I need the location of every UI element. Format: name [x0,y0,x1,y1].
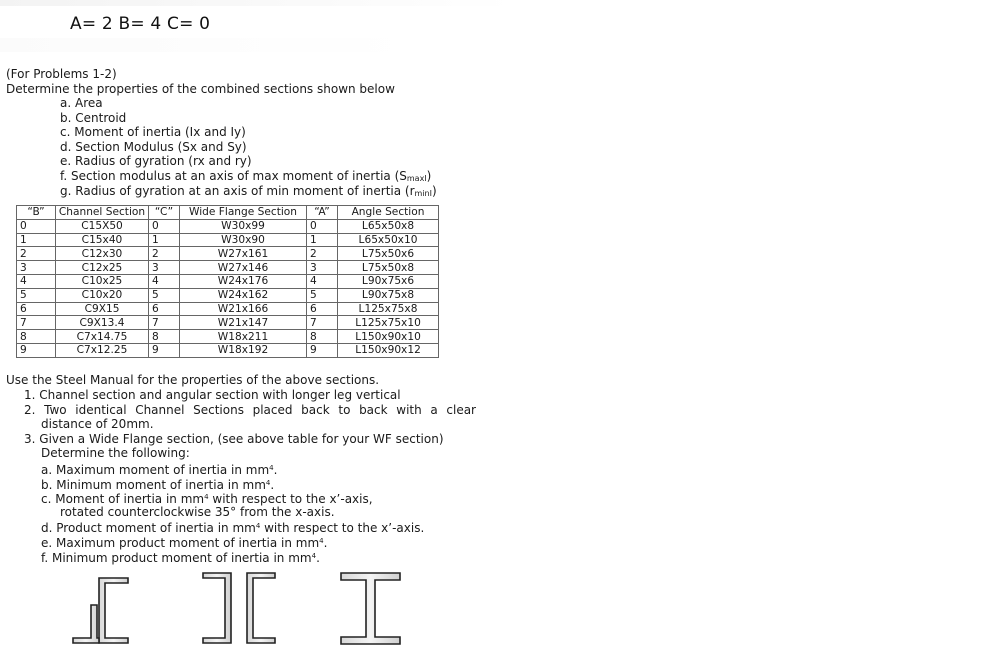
item-a-text: a. Maximum moment of inertia in mm [41,462,270,477]
c-value-cell: 9 [149,343,180,357]
b-value-cell: 6 [17,302,56,316]
b-value-cell: 8 [17,330,56,344]
problem-2-word: Two [44,402,67,417]
c-value-cell: 1 [149,233,180,247]
problem-2-word: Sections [193,402,244,417]
wide-flange-sketch [341,573,400,644]
faded-top-strip [0,0,515,6]
intro-block [6,67,395,96]
property-tail: ) [426,168,432,183]
problem-2 [24,403,476,418]
problem-2-word: a [430,402,438,417]
channel-section-cell: C10x25 [56,274,149,288]
header-b: “B” [17,206,56,220]
header-a: “A” [307,206,338,220]
property-letter: f. [60,168,68,183]
problem-2-continuation: distance of 20mm. [41,417,154,432]
table-header-row [17,206,439,220]
a-value-cell: 8 [307,330,338,344]
problem-3-determine: Determine the following: [41,446,190,461]
a-value-cell: 3 [307,261,338,275]
a-value-cell: 4 [307,274,338,288]
b-value-cell: 1 [17,233,56,247]
b-value-cell: 7 [17,316,56,330]
problem-3-item-e [24,534,476,549]
item-b-period: . [270,477,275,492]
channel-section-cell: C12x25 [56,261,149,275]
steel-manual-line: Use the Steel Manual for the properties of the above sections. [6,373,380,387]
b-value-cell: 0 [17,219,56,233]
table-row [17,274,439,288]
faded-text-strip [0,38,420,52]
wide-flange-section-cell: W24x162 [180,288,307,302]
a-value-cell: 7 [307,316,338,330]
channel-section-cell: C10x20 [56,288,149,302]
b-value-cell: 9 [17,343,56,357]
channel-section-cell: C9X13.4 [56,316,149,330]
b-value-cell: 3 [17,261,56,275]
property-text: Radius of gyration at an axis of min moment of inertia (r [75,183,415,198]
item-e-text: e. Maximum product moment of inertia in mm [41,535,320,550]
problem-3-item-f [24,549,476,564]
header-channel: Channel Section [56,206,149,220]
item-f-text: f. Minimum product moment of inertia in mm [41,550,312,565]
item-f-exp: 4 [311,551,317,560]
property-item [60,111,437,126]
instructions-intro [6,373,379,388]
problem-2-word: to [338,402,351,417]
intro-line-problems: (For Problems 1-2) [6,67,117,81]
c-value-cell: 3 [149,261,180,275]
angle-section-cell: L150x90x12 [338,343,439,357]
wide-flange-section-cell: W30x90 [180,233,307,247]
intro-line-determine: Determine the properties of the combined sections shown below [6,81,395,96]
c-value-cell: 4 [149,274,180,288]
property-letter: c. [60,125,71,140]
wide-flange-section-cell: W30x99 [180,219,307,233]
property-item [60,184,437,199]
angle-section-cell: L90x75x6 [338,274,439,288]
property-letter: g. [60,183,72,198]
table-row [17,233,439,247]
item-e-exp: 4 [319,536,324,545]
table-row [17,247,439,261]
angle-section-cell: L75x50x6 [338,247,439,261]
property-item [60,169,437,184]
property-text: Area [75,96,103,110]
property-item [60,125,437,140]
table-row [17,302,439,316]
property-text: Moment of inertia (Ix and Iy) [74,125,246,140]
channel-shape-1 [99,578,128,643]
b-value-cell: 2 [17,247,56,261]
property-text: Section Modulus (Sx and Sy) [75,139,247,154]
a-value-cell: 9 [307,343,338,357]
problem-list [24,388,476,563]
problem-2-word: back [359,402,388,417]
channel-section-cell: C15X50 [56,219,149,233]
double-channel-sketch [203,573,275,643]
wide-flange-section-cell: W21x147 [180,316,307,330]
c-value-cell: 0 [149,219,180,233]
problem-2-word: clear [446,402,476,417]
item-f-period: . [316,550,320,565]
property-subscript: maxI [406,173,427,183]
wide-flange-section-cell: W18x192 [180,343,307,357]
item-d-text: d. Product moment of inertia in mm [41,521,256,536]
c-value-cell: 8 [149,330,180,344]
problem-3-item-a [24,461,476,476]
wide-flange-section-cell: W27x161 [180,247,307,261]
wide-flange-section-cell: W24x176 [180,274,307,288]
property-letter: b. [60,110,72,125]
problem-3-item-c [24,490,476,505]
properties-list [60,96,437,198]
c-value-cell: 6 [149,302,180,316]
wide-flange-shape [341,573,400,644]
problem-2-word: placed [252,402,293,417]
table-row [17,330,439,344]
problem-2-word: back [301,402,330,417]
item-c-exp: 4 [204,493,209,502]
table-body [17,219,439,357]
property-subscript: minI [414,188,432,198]
angle-section-cell: L65x50x8 [338,219,439,233]
wide-flange-section-cell: W21x166 [180,302,307,316]
table-row [17,219,439,233]
b-value-cell: 5 [17,288,56,302]
angle-shape [73,605,99,643]
property-letter: d. [60,139,72,154]
header-wide-flange: Wide Flange Section [180,206,307,220]
property-letter: a. [60,96,72,110]
problem-2-word: Channel [135,402,185,417]
problem-3-item-b [24,476,476,491]
sections-table [16,205,439,358]
channel-section-cell: C15x40 [56,233,149,247]
property-tail: ) [431,183,437,198]
table-row [17,288,439,302]
item-c-text: c. Moment of inertia in mm [41,492,205,507]
property-item [60,140,437,155]
item-a-exp: 4 [269,463,274,472]
channel-section-cell: C7x14.75 [56,330,149,344]
angle-section-cell: L125x75x8 [338,302,439,316]
a-value-cell: 5 [307,288,338,302]
problem-3-item-c-continuation: rotated counterclockwise 35° from the x-axis. [60,504,335,519]
problem-3: 3. Given a Wide Flange section, (see above table for your WF section) [24,431,444,446]
header-c: “C” [149,206,180,220]
table-row [17,343,439,357]
c-value-cell: 5 [149,288,180,302]
channel-section-cell: C12x30 [56,247,149,261]
item-c-tail: with respect to the x’-axis, [208,492,373,507]
angle-section-cell: L90x75x8 [338,288,439,302]
item-d-exp: 4 [255,522,261,531]
problem-1: 1. Channel section and angular section with longer leg vertical [24,388,401,402]
channel-section-cell: C7x12.25 [56,343,149,357]
item-b-text: b. Minimum moment of inertia in mm [41,477,266,492]
assigned-values-header: A= 2 B= 4 C= 0 [70,14,211,34]
property-text: Section modulus at an axis of max moment of inertia (S [71,168,407,183]
section-sketches [60,565,420,655]
b-value-cell: 4 [17,274,56,288]
item-e-period: . [323,535,328,550]
a-value-cell: 0 [307,219,338,233]
angle-section-cell: L65x50x10 [338,233,439,247]
channel-left [203,573,231,643]
a-value-cell: 6 [307,302,338,316]
item-b-exp: 4 [265,478,271,487]
problem-2-word: 2. [24,402,36,417]
problem-3-item-d [24,519,476,534]
c-value-cell: 7 [149,316,180,330]
property-letter: e. [60,154,72,169]
channel-right [247,573,275,643]
angle-section-cell: L125x75x10 [338,316,439,330]
wide-flange-section-cell: W18x211 [180,330,307,344]
angle-section-cell: L75x50x8 [338,261,439,275]
a-value-cell: 2 [307,247,338,261]
wide-flange-section-cell: W27x146 [180,261,307,275]
property-text: Centroid [75,110,127,125]
property-item [60,96,437,111]
a-value-cell: 1 [307,233,338,247]
angle-section-cell: L150x90x10 [338,330,439,344]
table-row [17,261,439,275]
property-item [60,154,437,169]
c-value-cell: 2 [149,247,180,261]
channel-section-cell: C9X15 [56,302,149,316]
table-row [17,316,439,330]
property-text: Radius of gyration (rx and ry) [75,154,252,169]
problem-2-word: identical [75,402,127,417]
item-a-period: . [273,462,278,477]
problem-2-word: with [396,402,422,417]
header-angle: Angle Section [338,206,439,220]
item-d-tail: with respect to the x’-axis. [260,521,425,536]
channel-angle-sketch [73,578,128,643]
